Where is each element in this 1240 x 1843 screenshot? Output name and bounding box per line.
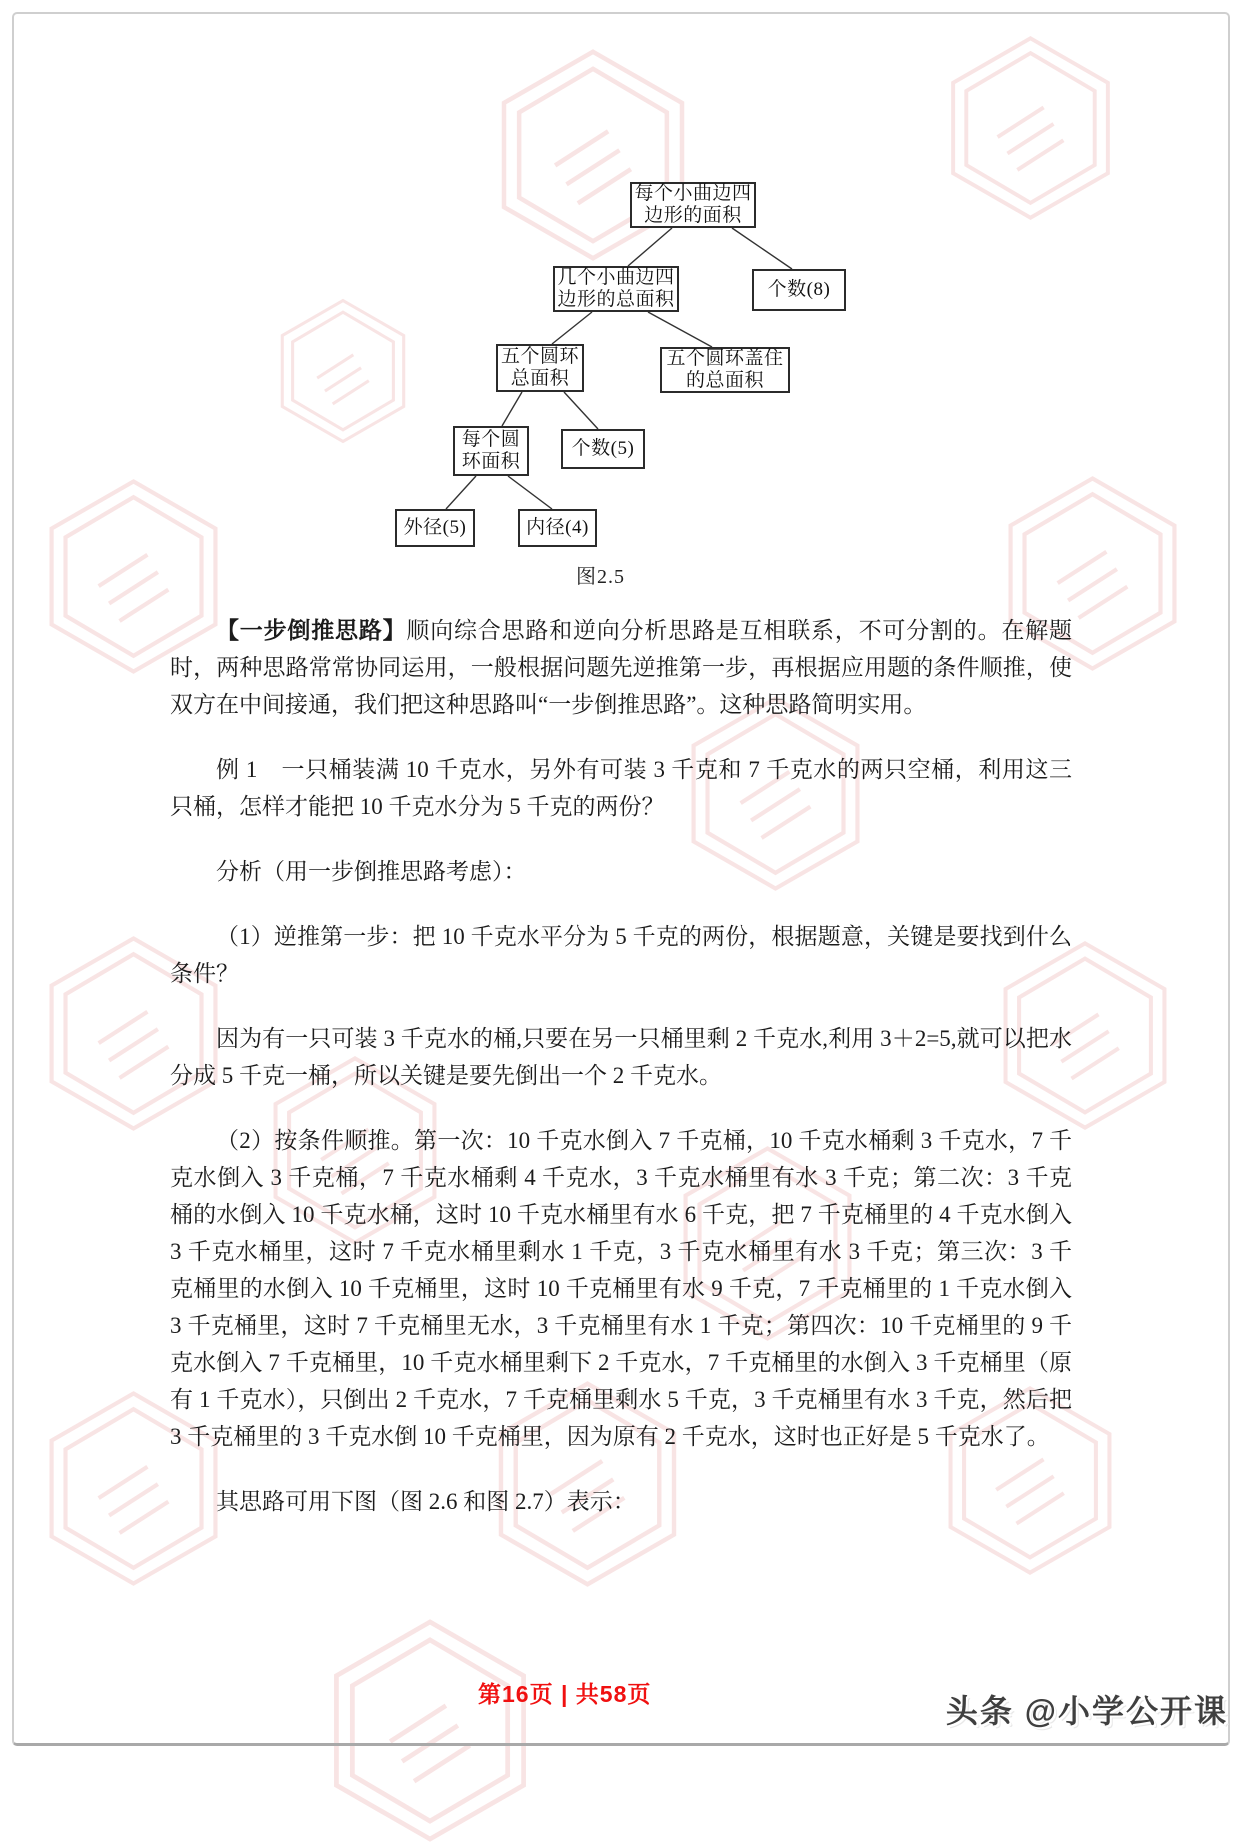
watermark-credit: 头条 @小学公开课 xyxy=(945,1693,1228,1729)
tree-node-label: 环面积 xyxy=(461,451,521,472)
tree-node-outer-diameter xyxy=(395,509,475,547)
tree-node-label: 内径(4) xyxy=(526,517,589,538)
hexagon-watermark-icon xyxy=(948,35,1113,221)
paragraph-method-definition xyxy=(170,612,1072,723)
tree-node-label: 几个小曲边四 xyxy=(557,267,675,288)
paragraph-example-1: 例 1 一只桶装满 10 千克水，另外有可装 3 千克和 7 千克水的两只空桶，利用这三只桶，怎样才能把 10 千克水分为 5 千克的两份？ xyxy=(170,757,1072,819)
tree-node-label: 个数(8) xyxy=(767,279,831,300)
tree-node-label: 边形的总面积 xyxy=(557,289,675,310)
tree-node-each-small-curved-quad-area xyxy=(630,182,756,228)
tree-node-label: 每个小曲边四 xyxy=(634,183,752,204)
tree-node-count-8 xyxy=(752,269,846,311)
page-number-indicator: 第16页 | 共58页 xyxy=(478,1681,652,1707)
tree-node-label: 总面积 xyxy=(510,368,570,389)
tree-node-label: 边形的面积 xyxy=(644,205,742,226)
method-definition-text: 顺向综合思路和逆向分析思路是互相联系，不可分割的。在解题时，两种思路常常协同运用，一般根据问题先逆推第一步，再根据应用题的条件顺推，使双方在中间接通，我们把这种思路叫“一步倒推思路”。这种思路简明实用。 xyxy=(170,618,1073,717)
tree-node-five-rings-covered-total-area xyxy=(660,347,790,393)
paragraph-figure-reference: 其思路可用下图（图 2.6 和图 2.7）表示： xyxy=(216,1489,636,1514)
paragraph-step-1: （1）逆推第一步：把 10 千克水平分为 5 千克的两份，根据题意，关键是要找到什么条件？ xyxy=(170,924,1072,986)
tree-node-several-small-curved-quads-total-area xyxy=(553,266,679,312)
tree-node-five-rings-total-area xyxy=(496,344,584,392)
figure-tree-diagram xyxy=(340,170,860,600)
tree-node-label: 五个圆环 xyxy=(500,346,579,367)
tree-node-each-ring-area xyxy=(453,426,529,476)
tree-node-label: 个数(5) xyxy=(571,438,635,459)
figure-caption: 图2.5 xyxy=(576,566,625,588)
paragraph-step-2: （2）按条件顺推。第一次：10 千克水倒入 7 千克桶，10 千克水桶剩 3 千克水，7 千克水倒入 3 千克桶，7 千克水桶剩 4 千克水，3 千克水桶里有水 3 千克；第二次：3 千克桶的水倒入 10 千克水桶，这时 10 千克水桶里有水 6 千克，把 7 千克桶里的 4 千克水倒入 3 千克水桶里，这时 7 千克水桶里剩水 1 千克，3 千克水桶里有水 3 千克；第三次：3 千克桶里的水倒入 10 千克桶里，这时 10 千克桶里有水 9 千克，7 千克桶里的 1 千克水倒入 3 千克桶里，这时 7 千克桶里无水，3 千克桶里有水 1 千克；第四次：10 千克桶里的 9 千克水倒入 7 千克桶里，10 千克水桶里剩下 2 千克水，7 千克桶里的水倒入 3 千克桶里（原有 1 千克水），只倒出 2 千克水，7 千克桶里剩水 5 千克，3 千克桶里有水 3 千克，然后把 3 千克桶里的 3 千克水倒 10 千克桶里，因为原有 2 千克水，这时也正好是 5 千克水了。 xyxy=(170,1128,1073,1449)
tree-node-label: 的总面积 xyxy=(685,370,764,391)
tree-node-inner-diameter xyxy=(518,509,597,547)
hexagon-watermark-icon xyxy=(330,1618,530,1843)
tree-node-label: 五个圆环盖住 xyxy=(666,348,784,369)
method-term-label: 【一步倒推思路】 xyxy=(216,618,407,643)
paragraph-analysis-heading: 分析（用一步倒推思路考虑）： xyxy=(216,859,527,884)
tree-node-label: 每个圆 xyxy=(461,429,521,450)
paragraph-step-1-reasoning: 因为有一只可装 3 千克水的桶,只要在另一只桶里剩 2 千克水,利用 3＋2=5,就可以把水分成 5 千克一桶，所以关键是要先倒出一个 2 千克水。 xyxy=(170,1026,1072,1088)
tree-node-label: 外径(5) xyxy=(403,517,467,538)
tree-node-count-5 xyxy=(561,429,645,469)
body-text xyxy=(170,612,1072,1548)
